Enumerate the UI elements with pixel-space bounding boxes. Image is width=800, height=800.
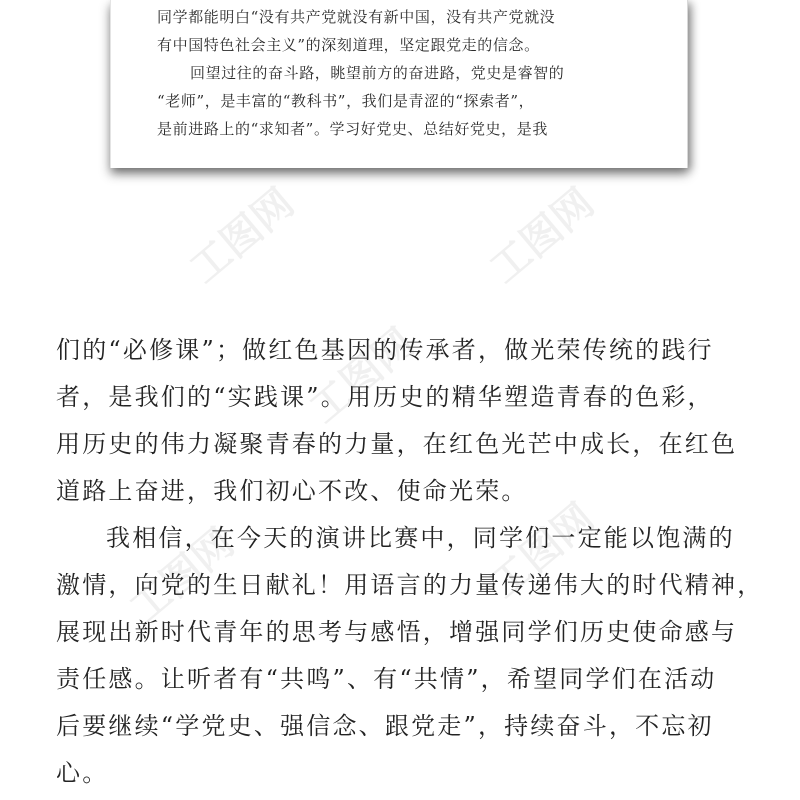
body-line: 们的“必修课”；做红色基因的传承者，做光荣传统的践行	[56, 336, 714, 364]
document-page-card	[110, 0, 688, 168]
body-line: 道路上奋进，我们初心不改、使命光荣。	[56, 477, 528, 505]
watermark: 工图网	[481, 494, 603, 608]
body-line: 责任感。让听者有“共鸣”、有“共情”，希望同学们在活动	[56, 665, 717, 693]
body-line: 心。	[56, 759, 109, 787]
watermark: 工图网	[301, 319, 423, 433]
card-paragraphs	[157, 3, 641, 143]
body-paragraphs	[56, 327, 764, 797]
card-line: 回望过往的奋斗路，眺望前方的奋进路，党史是睿智的	[190, 64, 565, 82]
body-line: 用历史的伟力凝聚青春的力量，在红色光芒中成长，在红色	[56, 430, 738, 458]
body-line: 者，是我们的“实践课”。用历史的精华塑造青春的色彩，	[56, 383, 714, 411]
watermark: 工图网	[181, 179, 303, 293]
body-line: 后要继续“学党史、强信念、跟党走”，持续奋斗，不忘初	[56, 712, 714, 740]
card-line: 有中国特色社会主义”的深刻道理，坚定跟党走的信念。	[157, 36, 540, 54]
watermark: 工图网	[121, 519, 243, 633]
body-line: 我相信，在今天的演讲比赛中，同学们一定能以饱满的	[106, 524, 735, 552]
watermark: 工图网	[481, 179, 603, 293]
card-line: 同学都能明白“没有共产党就没有新中国，没有共产党就没	[157, 8, 556, 26]
body-line: 展现出新时代青年的思考与感悟，增强同学们历史使命感与	[56, 618, 738, 646]
card-line: “老师”，是丰富的“教科书”，我们是青涩的“探索者”，	[157, 92, 535, 110]
card-line: 是前进路上的“求知者”。学习好党史、总结好党史，是我	[157, 120, 548, 138]
body-line: 激情，向党的生日献礼！用语言的力量传递伟大的时代精神，	[56, 571, 764, 599]
